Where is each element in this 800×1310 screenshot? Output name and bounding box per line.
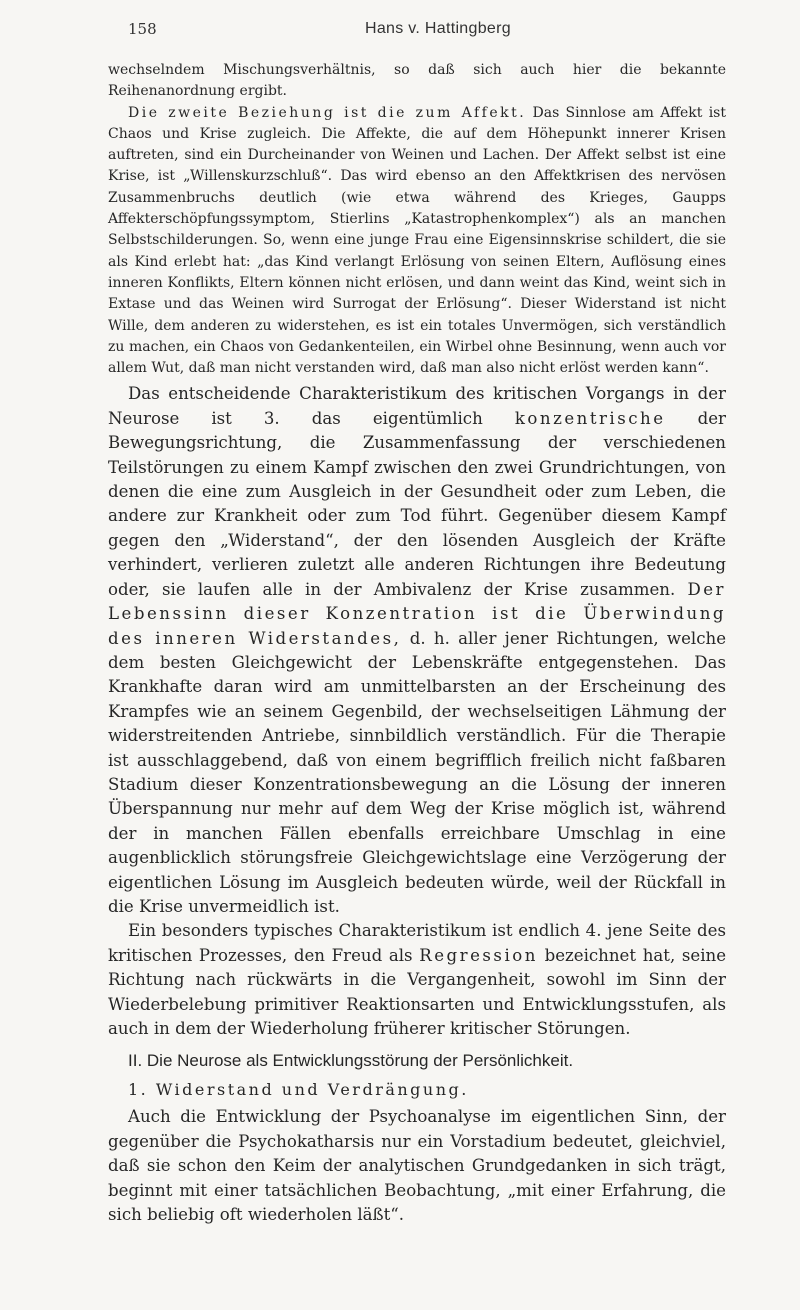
paragraph-2-text: Das Sinnlose am Affekt ist Chaos und Krise zugleich. Die Affekte, die auf dem Höhepunkt innerer Krisen auftreten, sind ein Durcheinander von Weinen und Lachen. Der Affekt selbst ist eine Krise, ist „Willenskurzschluß“. Das wird ebenso an den Affektkrisen des nervösen Zusammenbruchs deutlich (wie etwa während des Krieges, Gaupps Affekterschöpfungssymptom, Stierlins „Katastrophenkomplex“) als an manchen Selbstschilderungen. So, wenn eine junge Frau eine Eigensinnskrise schildert, die sie als Kind erlebt hat: „das Kind verlangt Erlösung von seinen Eltern, Auflösung eines inneren Konflikts, Eltern können nicht erlösen, und dann weint das Kind, weint sich in Extase und das Weinen wird Surrogat der Erlösung“. Dieser Widerstand ist nicht Wille, dem anderen zu widerstehen, es ist ein totales Unvermögen, sich verständlich zu machen, ein Chaos von Gedankenteilen, ein Wirbel ohne Besinnung, wenn auch vor allem Wut, daß man nicht verstanden wird, daß man also nicht erlöst werden kann“.: [108, 104, 726, 377]
sub-heading: 1. Widerstand und Verdrängung.: [128, 1080, 469, 1100]
paragraph-5: [108, 1105, 726, 1227]
paragraph-4: [108, 919, 726, 1041]
paragraph-1-text: wechselndem Mischungsverhältnis, so daß sich auch hier die bekannte Reihenanordnung ergibt.: [108, 62, 726, 100]
paragraph-5-text: Auch die Entwicklung der Psychoanalyse im eigentlichen Sinn, der gegenüber die Psychokatharsis nur ein Vorstadium bedeutet, gleichviel, daß sie schon den Keim der analytischen Grundgedanken in sich trägt, beginnt mit einer tatsächlichen Beobachtung, „mit einer Erfahrung, die sich beliebig oft wiederholen läßt“.: [108, 1107, 726, 1225]
paragraph-1: [108, 60, 726, 103]
running-title: Hans v. Hattingberg: [365, 20, 511, 37]
paragraph-3-emphasis-konzentrisch: konzentrische: [514, 408, 666, 428]
page-number: 158: [128, 20, 157, 38]
page-header: [0, 0, 800, 52]
paragraph-4-text-c: bezeichnet hat, seine Richtung nach rückwärts in die Vergangenheit, sowohl im Sinn der Wiederbelebung primitiver Reaktionsarten und Entwicklungsstufen, als auch in dem der Wiederholung früherer kritischer Störungen.: [108, 945, 727, 1039]
paragraph-3-text-a: Das entscheidende Charakteristikum des kritischen Vorgangs in der Neurose ist 3. das eigentümlich: [108, 384, 726, 428]
paragraph-2: [108, 103, 726, 380]
paragraph-3: [108, 382, 726, 919]
paragraph-3-emphasis-lebenssinn: Der Lebenssinn dieser Konzentration ist die Überwindung des inneren Widerstandes,: [108, 579, 726, 648]
paragraph-4-emphasis-regression: Regression: [419, 945, 538, 965]
page-body: [108, 60, 726, 1227]
paragraph-2-lead: Die zweite Beziehung ist die zum Affekt.: [128, 104, 527, 121]
paragraph-3-text-c: der Bewegungsrichtung, die Zusammenfassung der verschiedenen Teilstörungen zu einem Kampf zwischen den zwei Grundrichtungen, von denen die eine zum Ausgleich in der Gesundheit oder zum Leben, die andere zur Krankheit oder zum Tod führt. Gegenüber diesem Kampf gegen den „Widerstand“, der den lösenden Ausgleich der Kräfte verhindert, verlieren zuletzt alle anderen Richtungen ihre Bedeutung oder, sie laufen alle in der Ambivalenz der Krise zusammen.: [108, 408, 726, 599]
paragraph-4-text-a: Ein besonders typisches Charakteristikum ist endlich 4. jene Seite des kritischen Prozesses, den Freud als: [108, 921, 726, 965]
section-heading: II. Die Neurose als Entwicklungsstörung der Persönlichkeit.: [128, 1051, 574, 1071]
paragraph-3-text-e: d. h. aller jener Richtungen, welche dem besten Gleichgewicht der Lebenskräfte entgegenstehen. Das Krankhafte daran wird am unmittelbarsten an der Erscheinung des Krampfes wie an seinem Gegenbild, der wechselseitigen Lähmung der widerstreitenden Antriebe, sinnbildlich verständlich. Für die Therapie ist ausschlaggebend, daß von einem begrifflich freilich nicht faßbaren Stadium dieser Konzentrationsbewegung an die Lösung der inneren Überspannung nur mehr auf dem Weg der Krise möglich ist, während der in manchen Fällen ebenfalls erreichbare Umschlag in eine augenblicklich störungsfreie Gleichgewichtslage eine Verzögerung der eigentlichen Lösung im Ausgleich bedeuten würde, weil der Rückfall in die Krise unvermeidlich ist.: [108, 628, 727, 916]
